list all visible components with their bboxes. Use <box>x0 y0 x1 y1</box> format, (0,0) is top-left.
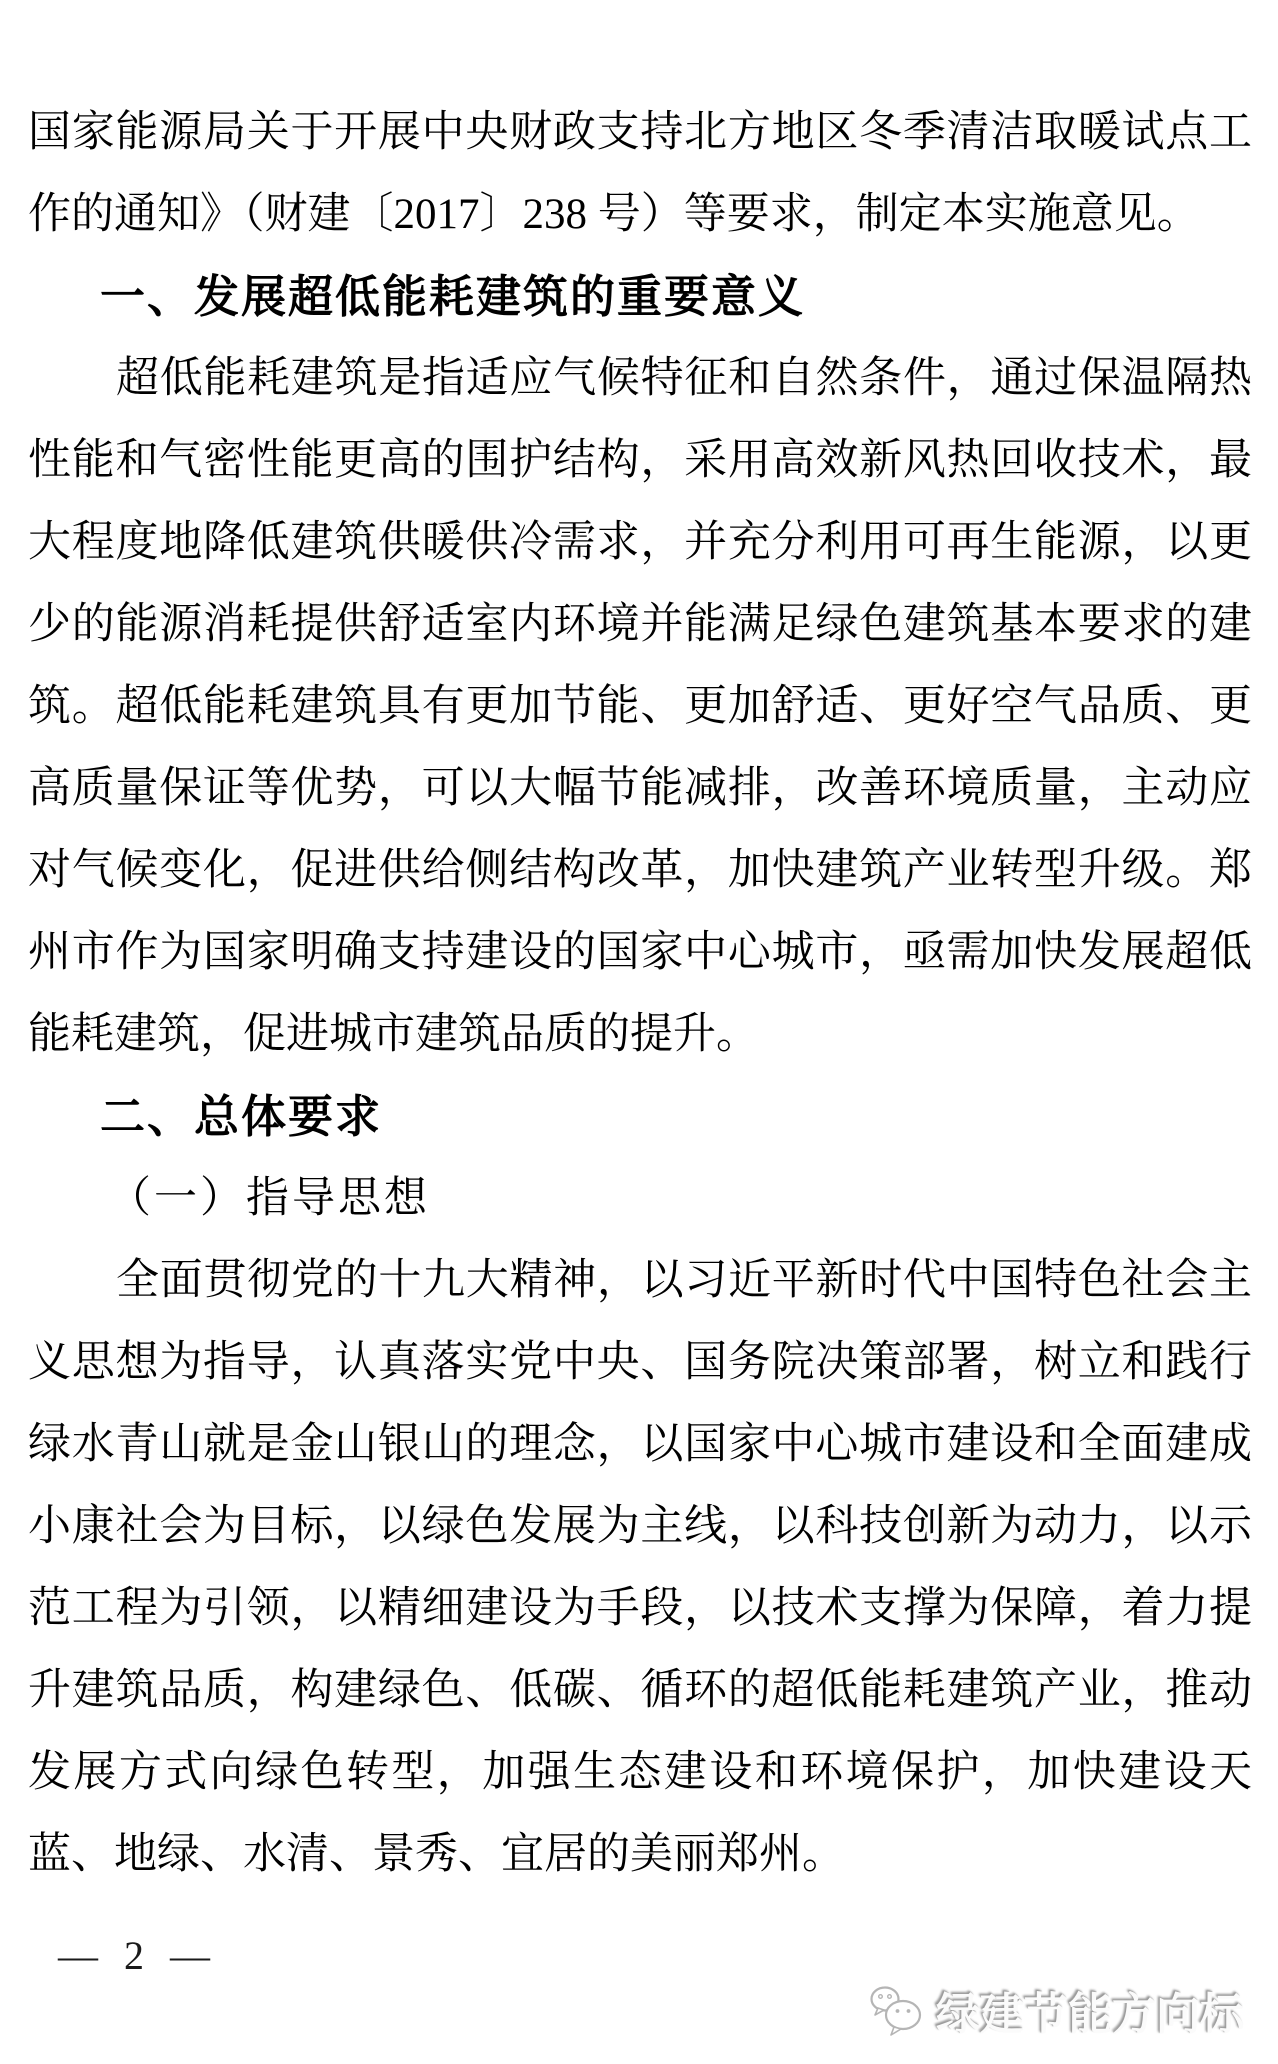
text-line: 升建筑品质，构建绿色、低碳、循环的超低能耗建筑产业，推动 <box>28 1667 1252 1714</box>
text-line: 对气候变化，促进供给侧结构改革，加快建筑产业转型升级。郑 <box>28 847 1252 894</box>
section-heading-2: 二、总体要求 <box>100 1091 383 1142</box>
text-line: 小康社会为目标，以绿色发展为主线，以科技创新为动力，以示 <box>28 1503 1252 1550</box>
text-line: 高质量保证等优势，可以大幅节能减排，改善环境质量，主动应 <box>28 765 1252 812</box>
text-line: 绿水青山就是金山银山的理念，以国家中心城市建设和全面建成 <box>28 1421 1252 1468</box>
wechat-icon <box>868 1981 926 2039</box>
text-line: 筑。超低能耗建筑具有更加节能、更加舒适、更好空气品质、更 <box>28 683 1252 730</box>
watermark-label: 绿建节能方向标 <box>936 1990 1244 2039</box>
text-line: 国家能源局关于开展中央财政支持北方地区冬季清洁取暖试点工 <box>28 109 1252 156</box>
text-line: 大程度地降低建筑供暖供冷需求，并充分利用可再生能源，以更 <box>28 519 1252 566</box>
page-number: — 2 — <box>58 1933 218 1978</box>
text-line: 范工程为引领，以精细建设为手段，以技术支撑为保障，着力提 <box>28 1585 1252 1632</box>
text-line: 州市作为国家明确支持建设的国家中心城市，亟需加快发展超低 <box>28 929 1252 976</box>
watermark <box>868 1978 1244 2042</box>
document-body <box>28 92 1252 1896</box>
text-line: 性能和气密性能更高的围护结构，采用高效新风热回收技术，最 <box>28 437 1252 484</box>
subsection-heading: （一）指导思想 <box>108 1175 430 1222</box>
text-line: 作的通知》（财建〔2017〕238 号）等要求，制定本实施意见。 <box>28 191 1200 238</box>
text-line: 蓝、地绿、水清、景秀、宜居的美丽郑州。 <box>28 1831 845 1878</box>
text-line: 超低能耗建筑是指适应气候特征和自然条件，通过保温隔热 <box>116 355 1252 402</box>
text-line: 全面贯彻党的十九大精神，以习近平新时代中国特色社会主 <box>116 1257 1252 1304</box>
section-heading-1: 一、发展超低能耗建筑的重要意义 <box>100 271 806 322</box>
text-line: 义思想为指导，认真落实党中央、国务院决策部署，树立和践行 <box>28 1339 1252 1386</box>
text-line: 能耗建筑，促进城市建筑品质的提升。 <box>28 1011 759 1058</box>
text-line: 少的能源消耗提供舒适室内环境并能满足绿色建筑基本要求的建 <box>28 601 1252 648</box>
text-line: 发展方式向绿色转型，加强生态建设和环境保护，加快建设天 <box>28 1749 1252 1796</box>
